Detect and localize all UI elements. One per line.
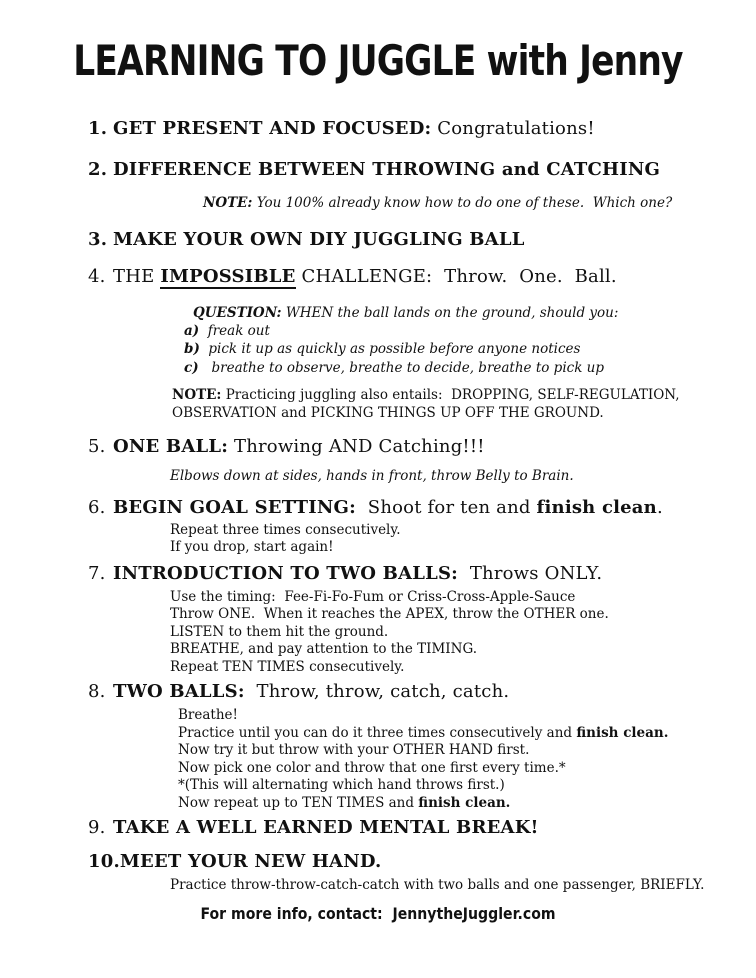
block-line — [178, 760, 726, 778]
block-line — [178, 725, 726, 743]
text-segment: Congratulations! — [431, 118, 595, 139]
text-segment: You 100% already know how to do one of these. Which one? — [252, 195, 673, 211]
block-line — [184, 340, 726, 358]
text-segment: If you drop, start again! — [170, 539, 334, 556]
item-block-plain — [170, 877, 726, 895]
item-heading-text — [120, 851, 382, 872]
text-segment: CHALLENGE: Throw. One. Ball. — [295, 266, 617, 287]
item-block-note — [172, 386, 726, 422]
item-number: 1. — [88, 118, 108, 139]
block-line — [193, 304, 726, 322]
text-segment: Repeat three times consecutively. — [170, 521, 401, 538]
block-line — [172, 404, 726, 422]
text-segment: Practice until you can do it three times consecutively and — [178, 724, 577, 741]
page-title: LEARNING TO JUGGLE with Jenny — [73, 36, 683, 85]
text-segment: BREATHE, and pay attention to the TIMING. — [170, 641, 478, 658]
list-item-4 — [88, 266, 726, 422]
block-line — [178, 777, 726, 795]
item-heading — [88, 436, 726, 458]
item-heading-text — [113, 159, 660, 180]
item-heading-text — [113, 563, 602, 584]
text-segment: Elbows down at sides, hands in front, throw Belly to Brain. — [170, 467, 574, 484]
text-segment: GET PRESENT AND FOCUSED: — [113, 118, 432, 139]
item-heading — [88, 851, 726, 873]
text-segment: DIFFERENCE BETWEEN THROWING and CATCHING — [113, 159, 661, 180]
text-segment: Breathe! — [178, 707, 238, 724]
item-number: 4. — [88, 266, 106, 287]
item-number: 6. — [88, 496, 106, 518]
block-line — [172, 386, 726, 404]
item-heading — [88, 266, 726, 288]
text-segment: pick it up as quickly as possible before anyone notices — [199, 341, 581, 358]
item-heading-text — [113, 681, 509, 702]
item-heading — [88, 229, 726, 251]
block-line — [184, 322, 726, 340]
block-line — [203, 194, 726, 212]
list-item-2 — [88, 159, 726, 212]
item-block-plain — [170, 522, 726, 557]
item-block-question — [184, 304, 726, 377]
list-item-8 — [88, 681, 726, 812]
text-segment: Practicing juggling also entails: DROPPING, SELF-REGULATION, — [221, 386, 680, 403]
item-number: 3. — [88, 229, 108, 250]
text-segment: Throws ONLY. — [458, 562, 603, 584]
block-line — [170, 606, 726, 624]
block-line — [170, 467, 726, 485]
text-segment: IMPOSSIBLE — [160, 266, 296, 287]
text-segment: MEET YOUR NEW HAND. — [119, 851, 382, 873]
text-segment: . — [656, 496, 663, 518]
text-segment: INTRODUCTION TO TWO BALLS: — [113, 562, 458, 584]
text-segment: finish clean. — [418, 794, 511, 811]
block-line — [170, 624, 726, 642]
text-segment: finish clean — [536, 496, 657, 518]
item-number: 10. — [88, 851, 120, 873]
text-segment: *(This will alternating which hand throws first.) — [178, 777, 505, 794]
block-line — [178, 707, 726, 725]
list-item-7 — [88, 563, 726, 677]
block-line — [184, 359, 726, 377]
block-line — [170, 659, 726, 677]
item-heading-text — [113, 229, 525, 250]
text-segment: breathe to observe, breathe to decide, breathe to pick up — [198, 359, 605, 376]
item-number: 9. — [88, 817, 106, 839]
list-item-5 — [88, 436, 726, 485]
item-heading — [88, 817, 726, 839]
text-segment: Use the timing: Fee-Fi-Fo-Fum or Criss-Cross-Apple-Sauce — [170, 588, 576, 605]
list-item-10 — [88, 851, 726, 895]
text-segment: b) — [184, 341, 200, 358]
list-item-9 — [88, 817, 726, 839]
text-segment: BEGIN GOAL SETTING: — [113, 496, 356, 518]
item-heading — [88, 681, 726, 703]
list-item-3 — [88, 229, 726, 251]
block-line — [170, 522, 726, 540]
item-number: 5. — [88, 435, 106, 457]
text-segment: NOTE: — [172, 386, 222, 403]
text-segment: TAKE A WELL EARNED MENTAL BREAK! — [113, 817, 539, 839]
item-heading — [88, 563, 726, 585]
instruction-list — [0, 118, 756, 895]
text-segment: Repeat TEN TIMES consecutively. — [170, 658, 405, 675]
text-segment: c) — [184, 359, 199, 376]
text-segment: Now repeat up to TEN TIMES and — [178, 794, 419, 811]
text-segment: WHEN the ball lands on the ground, should you: — [281, 305, 619, 321]
item-heading — [88, 159, 726, 181]
block-line — [178, 742, 726, 760]
item-number: 7. — [88, 562, 106, 584]
item-number: 2. — [88, 159, 108, 180]
text-segment: finish clean. — [576, 724, 669, 741]
item-heading-text — [113, 436, 485, 457]
text-segment: LISTEN to them hit the ground. — [170, 623, 389, 640]
block-line — [170, 539, 726, 557]
item-number: 8. — [88, 681, 106, 703]
item-block-plain — [170, 589, 726, 677]
item-block-plain-8 — [178, 707, 726, 812]
text-segment: Now pick one color and throw that one first every time.* — [178, 759, 566, 776]
item-heading — [88, 497, 726, 519]
block-line — [170, 589, 726, 607]
list-item-6 — [88, 497, 726, 557]
text-segment: Throw ONE. When it reaches the APEX, throw the OTHER one. — [170, 606, 609, 623]
text-segment: Practice throw-throw-catch-catch with two balls and one passenger, BRIEFLY. — [170, 877, 705, 894]
text-segment: ONE BALL: — [113, 435, 229, 457]
item-block-italic-sub — [170, 467, 726, 485]
text-segment: NOTE: — [203, 195, 253, 211]
text-segment: MAKE YOUR OWN DIY JUGGLING BALL — [113, 229, 525, 250]
block-line — [170, 877, 726, 895]
text-segment: Shoot for ten and — [355, 496, 537, 518]
item-heading-text — [113, 266, 617, 289]
block-line — [178, 795, 726, 813]
text-segment: TWO BALLS: — [113, 681, 245, 703]
footer-contact: For more info, contact: JennytheJuggler.com — [200, 903, 556, 923]
text-segment: QUESTION: — [193, 305, 282, 321]
text-segment: Throwing AND Catching!!! — [228, 435, 485, 457]
text-segment: THE — [113, 266, 161, 287]
text-segment: Now try it but throw with your OTHER HAND first. — [178, 742, 530, 759]
item-block-note-italic — [203, 194, 726, 212]
text-segment: Throw, throw, catch, catch. — [244, 681, 510, 703]
text-segment: a) — [184, 323, 200, 340]
list-item-1 — [88, 118, 726, 140]
item-heading-text — [113, 497, 663, 518]
text-segment: OBSERVATION and PICKING THINGS UP OFF THE GROUND. — [172, 404, 604, 421]
block-line — [170, 641, 726, 659]
item-heading — [88, 118, 726, 140]
item-heading-text — [113, 817, 539, 838]
item-heading-text — [113, 118, 595, 139]
text-segment: freak out — [199, 323, 270, 340]
